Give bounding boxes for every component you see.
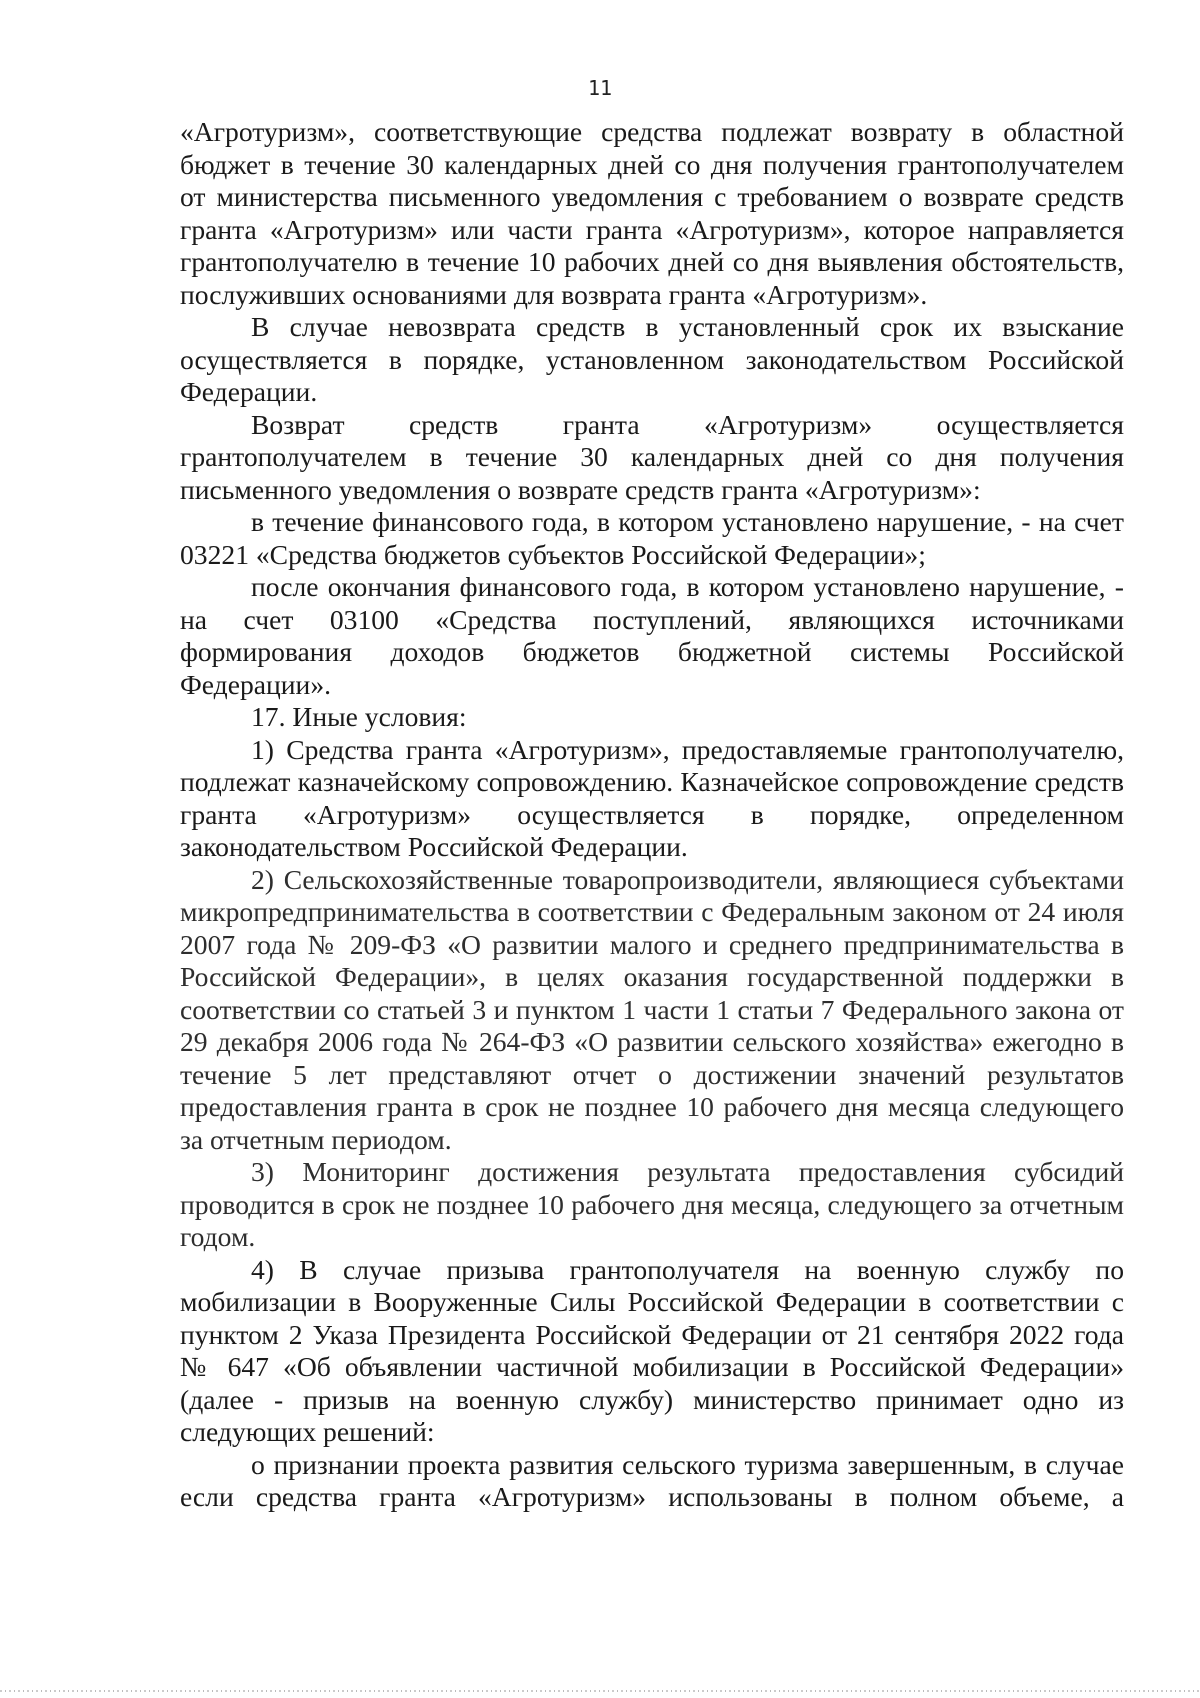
paragraph-account-03100: после окончания финансового года, в котором установлено нарушение, - на счет 03100 «Средства поступлений, являющихся источниками формирования доходов бюджетов бюджетной системы Российской Федерации». xyxy=(180,571,1124,700)
page-number: 11 xyxy=(587,76,613,100)
scan-footer-strip xyxy=(0,1690,1200,1692)
paragraph-return-procedure: Возврат средств гранта «Агротуризм» осуществляется грантополучателем в течение 30 календарных дней со дня получения письменного уведомления о возврате средств гранта «Агротуризм»: xyxy=(180,408,1124,505)
document-body xyxy=(180,116,1124,1514)
paragraph-grant-return-continued: «Агротуризм», соответствующие средства подлежат возврату в областной бюджет в течение 30 календарных дней со дня получения грантополучателем от министерства письменного уведомления с требованием о возврате средств гранта «Агротуризм» или части гранта «Агротуризм», которое направляется грантополучателю в течение 10 рабочих дней со дня выявления обстоятельств, послуживших основаниями для возврата гранта «Агротуризм». xyxy=(180,116,1124,310)
paragraph-account-03221: в течение финансового года, в котором установлено нарушение, - на счет 03221 «Средства бюджетов субъектов Российской Федерации»; xyxy=(180,506,1124,570)
paragraph-non-return-recovery: В случае невозврата средств в установленный срок их взыскание осуществляется в порядке, установленном законодательством Российской Федерации. xyxy=(180,311,1124,407)
paragraph-item-2-reporting: 2) Сельскохозяйственные товаропроизводители, являющиеся субъектами микропредпринимательства в соответствии с Федеральным законом от 24 июля 2007 года № 209-ФЗ «О развитии малого и среднего предпринимательства в Российской Федерации», в целях оказания государственной поддержки в соответствии со статьей 3 и пунктом 1 части 1 статьи 7 Федерального закона от 29 декабря 2006 года № 264-ФЗ «О развитии сельского хозяйства» ежегодно в течение 5 лет представляют отчет о достижении значений результатов предоставления гранта в срок не позднее 10 рабочего дня месяца следующего за отчетным периодом. xyxy=(180,863,1124,1155)
paragraph-project-completed: о признании проекта развития сельского туризма завершенным, в случае если средства гранта «Агротуризм» использованы в полном объеме, а xyxy=(180,1448,1124,1512)
paragraph-item-4-mobilization: 4) В случае призыва грантополучателя на военную службу по мобилизации в Вооруженные Силы Российской Федерации в соответствии с пунктом 2 Указа Президента Российской Федерации от 21 сентября 2022 года № 647 «Об объявлении частичной мобилизации в Российской Федерации» (далее - призыв на военную службу) министерство принимает одно из следующих решений: xyxy=(180,1253,1124,1447)
section-heading-other-conditions: 17. Иные условия: xyxy=(251,701,467,732)
paragraph-item-3-monitoring: 3) Мониторинг достижения результата предоставления субсидий проводится в срок не позднее 10 рабочего дня месяца, следующего за отчетным годом. xyxy=(180,1156,1124,1252)
paragraph-item-1-treasury-support: 1) Средства гранта «Агротуризм», предоставляемые грантополучателю, подлежат казначейскому сопровождению. Казначейское сопровождение средств гранта «Агротуризм» осуществляется в порядке, определенном законодательством Российской Федерации. xyxy=(180,733,1124,862)
